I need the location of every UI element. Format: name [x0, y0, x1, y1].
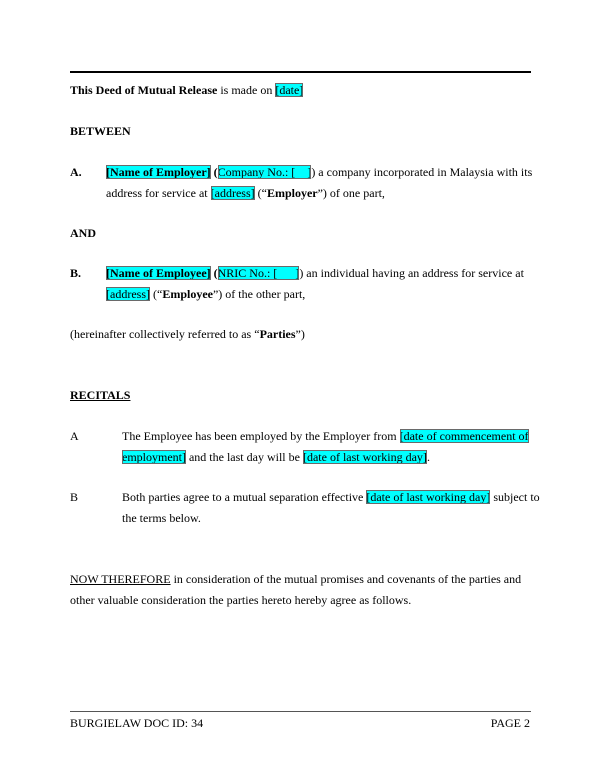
- commencement-date-placeholder-cont: employment]: [122, 450, 186, 464]
- recital-b-label: B: [70, 490, 79, 504]
- party-a-desc: ) a company incorporated in Malaysia with its: [311, 165, 533, 179]
- deed-title: This Deed of Mutual Release: [70, 83, 218, 97]
- employer-address-placeholder: [address]: [210, 186, 255, 200]
- date-placeholder: [date]: [275, 83, 304, 97]
- party-a-label: A.: [70, 165, 82, 179]
- hereinafter-line: (hereinafter collectively referred to as “Parties”): [70, 327, 305, 341]
- footer-doc-id: BURGIELAW DOC ID: 34: [70, 716, 204, 730]
- party-b-desc: ) an individual having an address for service at: [299, 266, 524, 280]
- commencement-date-placeholder: [date of commencement of: [399, 429, 529, 443]
- party-b-label: B.: [70, 266, 82, 280]
- employee-defined-term: Employee: [162, 287, 213, 301]
- recital-b-line2: the terms below.: [122, 511, 201, 525]
- party-a-line1: [Name of Employer] (Company No.: [ ]) a company incorporated in Malaysia with its: [106, 165, 533, 179]
- employee-name-placeholder: [Name of Employee]: [106, 266, 211, 280]
- nric-placeholder: NRIC No.: [ ]: [217, 266, 300, 280]
- party-a-line2: address for service at [address] (“Employer”) of one part,: [106, 186, 385, 200]
- and-heading: AND: [70, 226, 96, 240]
- employer-defined-term: Employer: [266, 186, 318, 200]
- recital-b-line1: Both parties agree to a mutual separation effective [date of last working day] subject to: [122, 490, 540, 504]
- header-rule: [70, 71, 531, 73]
- recitals-heading: RECITALS: [70, 388, 131, 402]
- last-working-day-placeholder: [date of last working day]: [302, 450, 427, 464]
- parties-defined-term: Parties: [259, 327, 296, 341]
- separation-date-placeholder: [date of last working day]: [366, 490, 491, 504]
- recital-a-line2: employment] and the last day will be [date of last working day].: [122, 450, 430, 464]
- party-b-line2: [address] (“Employee”) of the other part,: [106, 287, 306, 301]
- intro-line: [70, 83, 303, 98]
- between-heading: BETWEEN: [70, 124, 131, 138]
- footer-page-number: PAGE 2: [490, 716, 530, 730]
- now-therefore-lead: NOW THEREFORE: [70, 572, 171, 586]
- employee-address-placeholder: [address]: [106, 287, 150, 301]
- made-on-text: is made on: [217, 83, 276, 97]
- employer-name-placeholder: [Name of Employer]: [106, 165, 211, 179]
- company-no-placeholder: Company No.: [ ]: [217, 165, 312, 179]
- now-therefore-line1: NOW THEREFORE in consideration of the mutual promises and covenants of the parties and: [70, 572, 522, 586]
- footer-rule: [70, 711, 531, 712]
- recital-a-label: A: [70, 429, 79, 443]
- now-therefore-line2: other valuable consideration the parties hereto hereby agree as follows.: [70, 593, 412, 607]
- party-b-line1: [Name of Employee] (NRIC No.: [ ]) an individual having an address for service at: [106, 266, 524, 280]
- recital-a-line1: The Employee has been employed by the Employer from [date of commencement of: [122, 429, 529, 443]
